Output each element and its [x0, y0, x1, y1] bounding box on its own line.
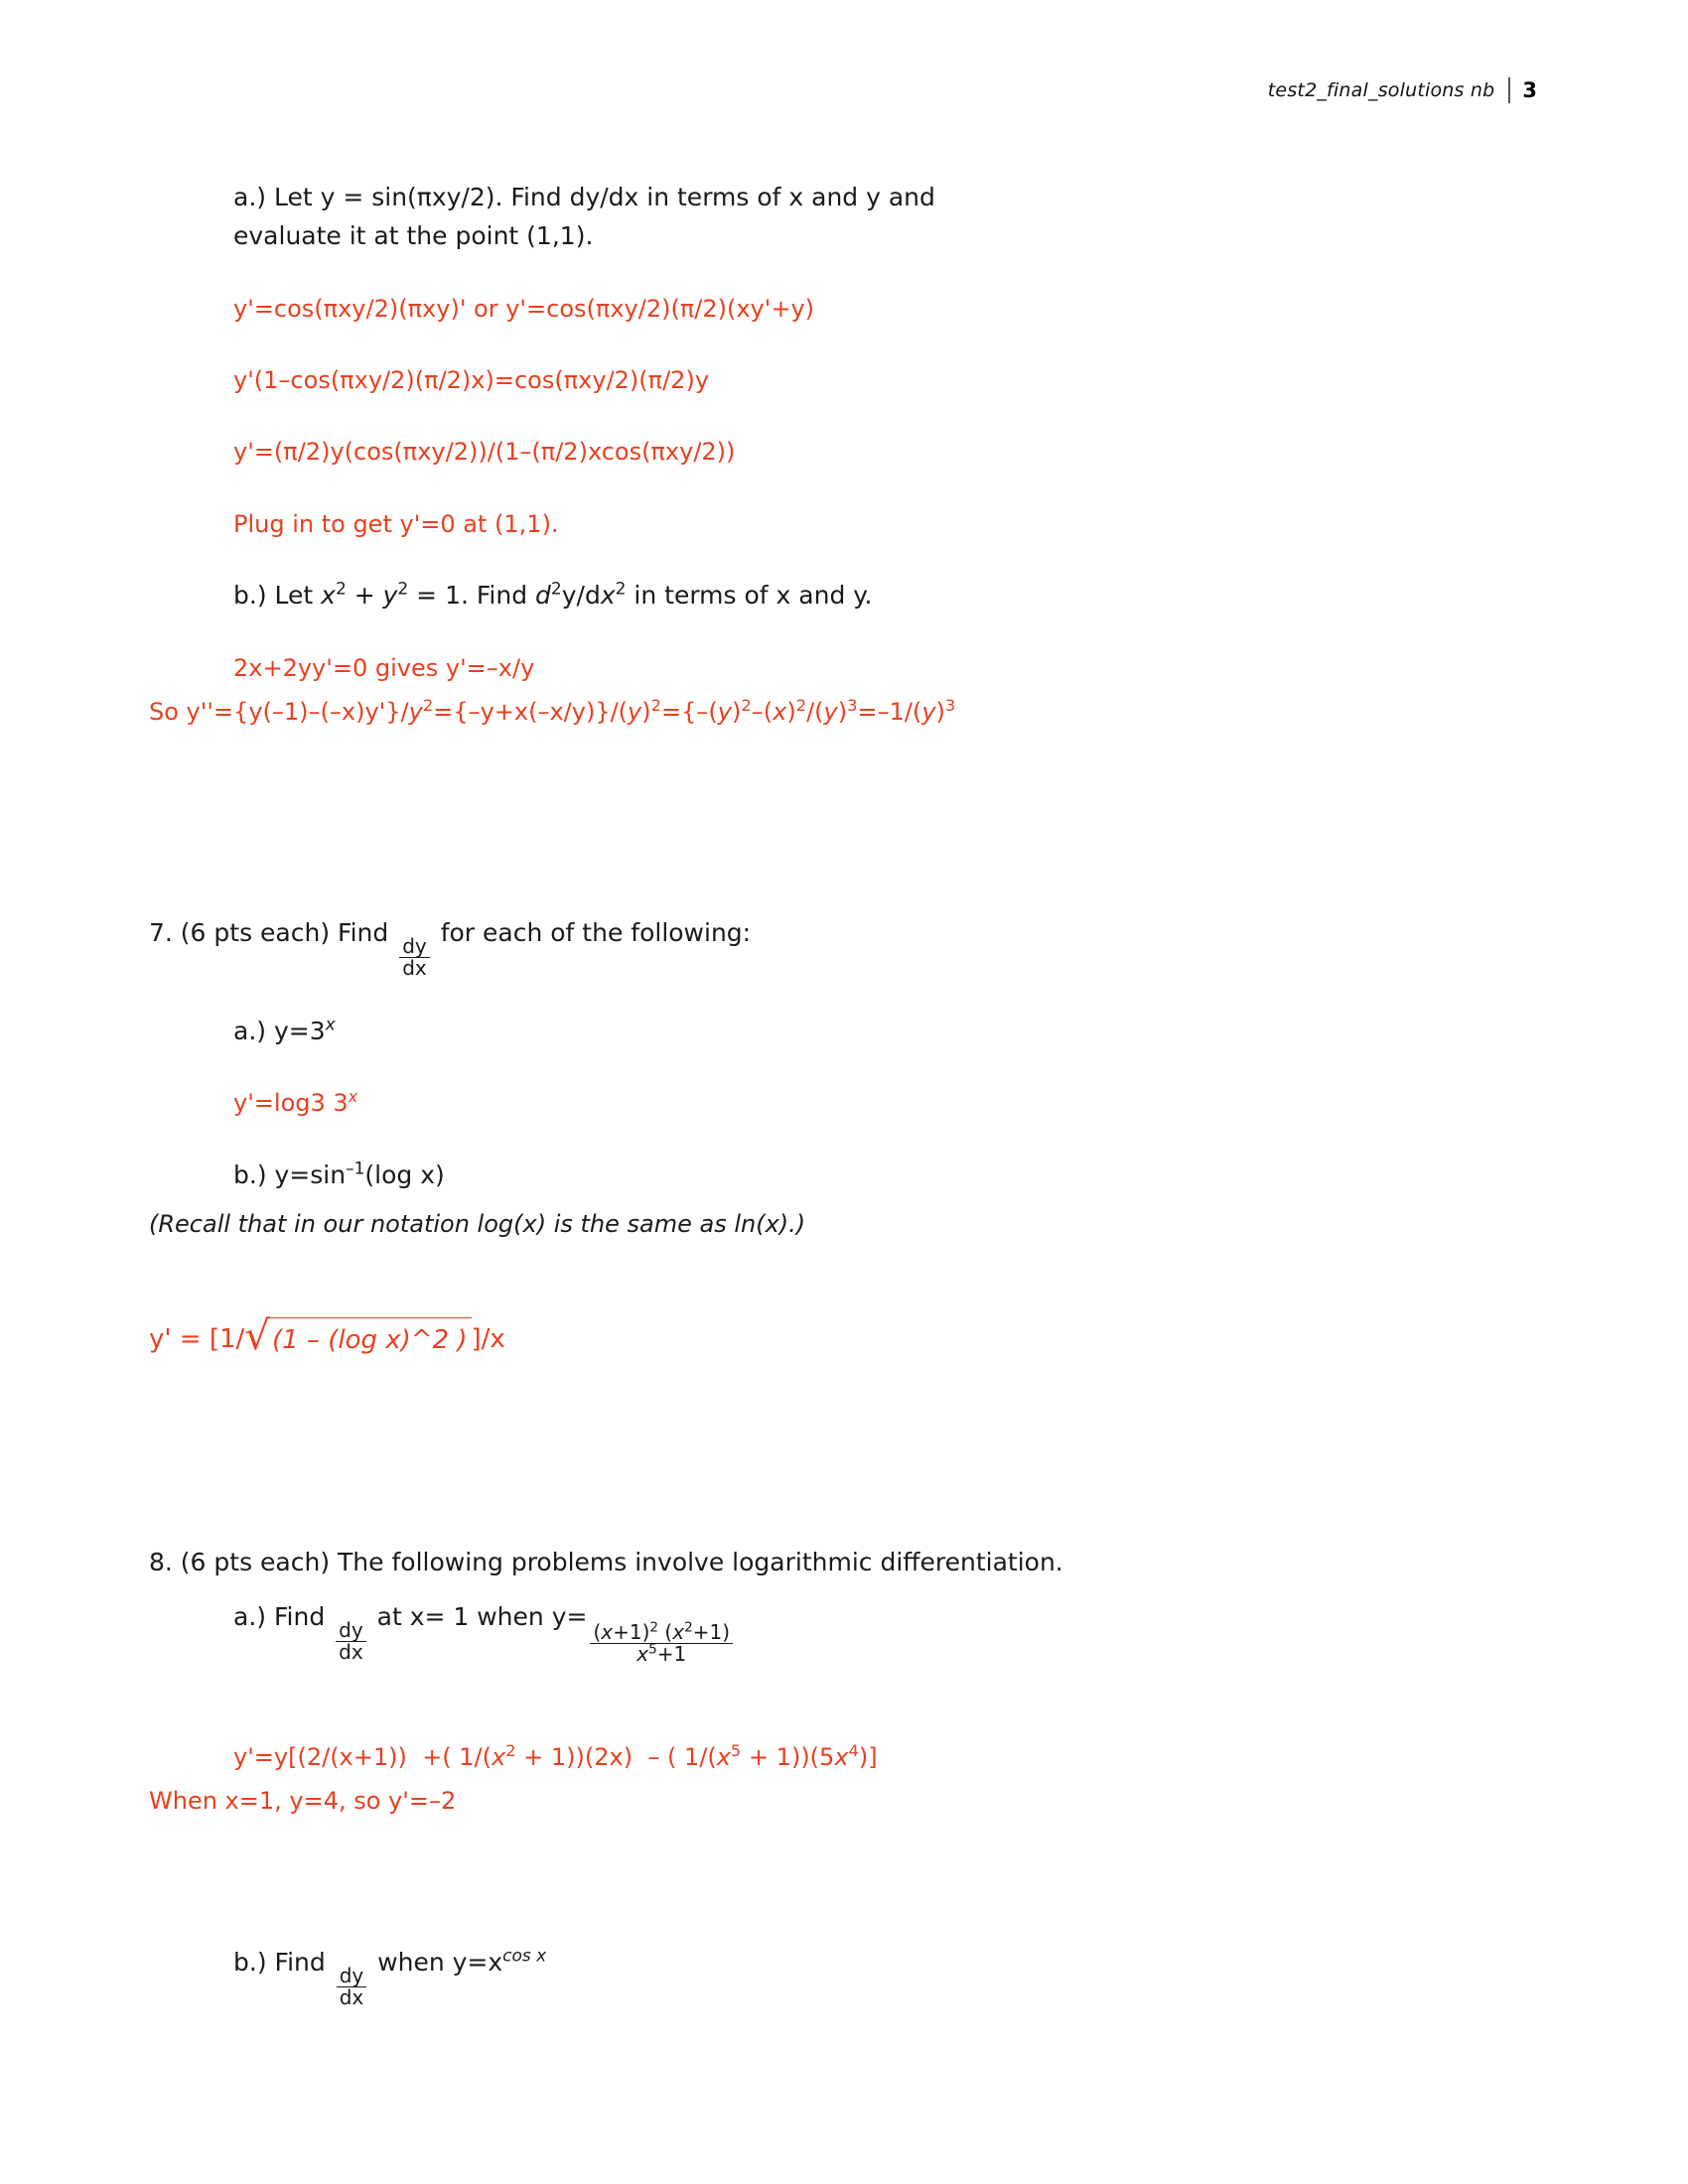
question-7a — [233, 1013, 1539, 1051]
fraction-dy-dx-8a: $\frac{dy}{dx}$ — [336, 1620, 366, 1663]
math-x: x — [321, 581, 336, 611]
solution-7a — [233, 1084, 1539, 1122]
spacer-1 — [149, 765, 1539, 914]
question-8a-pre: a.) Find — [233, 1602, 334, 1632]
solution-7b-pre: y' = [1/ — [149, 1323, 245, 1354]
question-7-suffix: for each of the following: — [432, 917, 752, 947]
math-exp-2b: 2 — [397, 579, 409, 600]
question-7b-label-rest: (log x) — [364, 1160, 445, 1189]
question-6b-mid: = 1. Find — [408, 581, 536, 611]
question-7b — [233, 1157, 1539, 1195]
spacer-3 — [149, 1395, 1539, 1544]
question-6a-line2: evaluate it at the point (1,1). — [233, 220, 594, 250]
radicand-text: (1 – (log x)^2 ) — [268, 1317, 472, 1362]
math-y: y — [382, 581, 398, 611]
exponent-cos-x: cos x — [502, 1946, 547, 1967]
question-6b: b.) Let $x^2 + y^2 = 1$. Find $d^2y/dx^2$ in terms of x and y. — [233, 579, 873, 611]
question-7-prefix: 7. (6 pts each) Find — [149, 917, 397, 947]
page-number: 3 — [1522, 78, 1537, 102]
question-7-title — [149, 914, 1539, 979]
question-6a-line1: a.) Let y = sin(πxy/2). Find dy/dx in terms of x and y and — [233, 183, 935, 211]
fraction-dy-dx-8b: $\frac{dy}{dx}$ — [337, 1966, 367, 2008]
question-8b-mid: when y=x — [369, 1947, 503, 1977]
question-8a-mid: at x= 1 when y= — [368, 1602, 588, 1632]
fraction-8a-expression — [590, 1619, 733, 1667]
math-d: d — [535, 581, 551, 611]
math-exp-2c: 2 — [550, 579, 562, 600]
sqrt-symbol — [244, 1311, 471, 1362]
solution-6a-step4: Plug in to get y'=0 at (1,1). — [233, 509, 559, 538]
radical-icon: √ — [244, 1311, 270, 1359]
question-7a-label: a.) y=3 — [233, 1016, 326, 1045]
solution-7b — [149, 1311, 1539, 1362]
question-6a — [233, 179, 1539, 256]
spacer-2 — [149, 1278, 1539, 1317]
math-exp-2: 2 — [335, 579, 347, 600]
solution-6b-step1: 2x+2yy'=0 gives y'=–x/y — [233, 653, 535, 682]
solution-6b-step2: So $y''=\{y(-1)-(-x)y'\}/y^2=\{-y+x(-x/y)\}/(y)^2=\{-(y)^2-(x)^2/(y)^3=-1/(y)^3$ — [149, 696, 956, 727]
header-divider — [1508, 77, 1510, 103]
page-header — [1268, 77, 1537, 103]
solution-8a-line1: y'=y[(2/(x+1)) +( $1/(x^2 + 1))(2x)$ – ( $1/(x^5 + 1))(5x^4)$] — [233, 1741, 878, 1772]
solution-6a-step3: y'=(π/2)y(cos(πxy/2))/(1–(π/2)xcos(πxy/2)) — [233, 438, 736, 467]
question-7b-note: (Recall that in our notation log(x) is the same as ln(x).) — [149, 1210, 806, 1239]
question-8b-pre: b.) Find — [233, 1947, 334, 1977]
exponent-x-2: x — [348, 1087, 358, 1107]
solution-7b-post: ]/x — [471, 1323, 505, 1354]
document-content — [149, 179, 1539, 2042]
question-6b-suffix: in terms of x and y. — [626, 581, 873, 611]
question-6b-prefix: b.) Let — [233, 581, 322, 611]
spacer-5 — [149, 1854, 1539, 1944]
exponent-neg-one: –1 — [346, 1159, 365, 1179]
question-8b — [233, 1944, 1539, 2008]
question-8a — [233, 1598, 1539, 1665]
question-8-title: 8. (6 pts each) The following problems involve logarithmic differentiation. — [149, 1548, 1063, 1577]
fraction-8a-numerator: $(x+1)^2$ $(x^2+1)$ — [593, 1619, 731, 1645]
question-7b-label: b.) y=sin — [233, 1160, 347, 1189]
solution-6a-step2: y'(1–cos(πxy/2)(π/2)x)=cos(πxy/2)(π/2)y — [233, 365, 710, 394]
math-exp-2d: 2 — [615, 579, 627, 600]
fraction-dy-dx: $\frac{dy}{dx}$ — [399, 936, 430, 979]
solution-7a-text: y'=log3 3 — [233, 1089, 349, 1118]
spacer-4 — [149, 1699, 1539, 1738]
math-x2: x — [600, 581, 616, 611]
solution-8a-line2: When x=1, y=4, so y'=–2 — [149, 1787, 457, 1816]
solution-6a-step1: y'=cos(πxy/2)(πxy)' or y'=cos(πxy/2)(π/2)(xy'+y) — [233, 294, 815, 323]
fraction-8a-denominator: $x^5+1$ — [590, 1643, 733, 1665]
exponent-x: x — [325, 1015, 336, 1035]
document-title: test2_final_solutions nb — [1267, 79, 1495, 101]
